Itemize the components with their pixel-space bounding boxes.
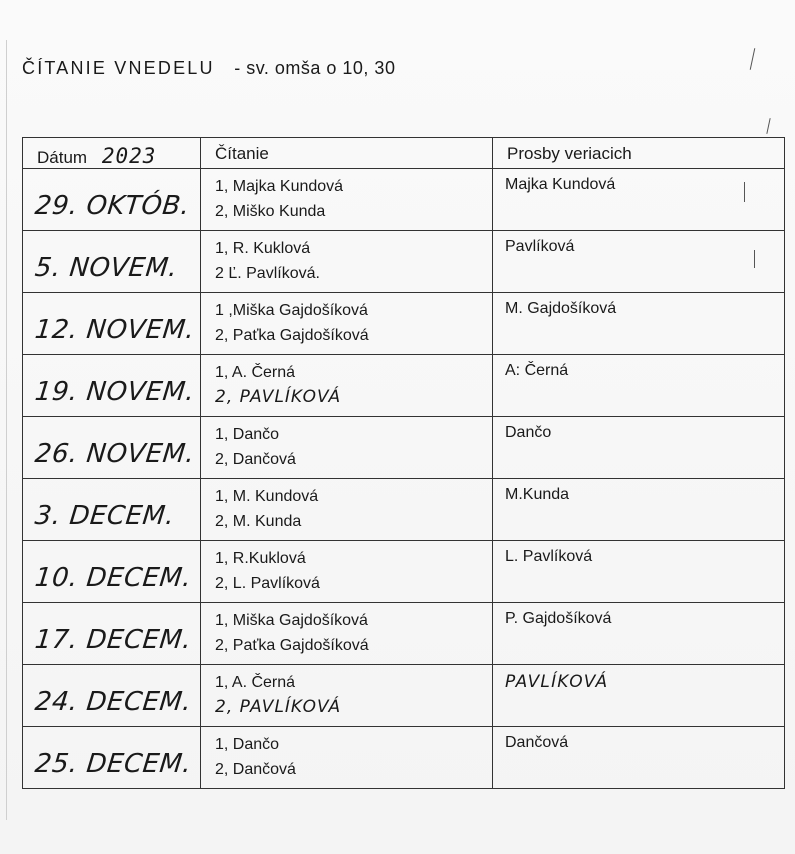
prosby-cell bbox=[493, 479, 785, 541]
reading-second: 2 Ľ. Pavlíková. bbox=[215, 265, 320, 282]
prosby-cell bbox=[493, 355, 785, 417]
prosby-name: Dančo bbox=[505, 424, 552, 441]
reading-first: 1, M. Kundová bbox=[215, 488, 319, 505]
prosby-name: M. Gajdošíková bbox=[505, 300, 617, 317]
reading-cell bbox=[201, 417, 493, 479]
prosby-name: A: Černá bbox=[505, 362, 569, 379]
prosby-name: Majka Kundová bbox=[505, 176, 616, 193]
reading-first: 1 ,Miška Gajdošíková bbox=[215, 302, 368, 319]
prosby-name: Dančová bbox=[505, 734, 569, 751]
date-handwritten: 12. NOVEM. bbox=[33, 315, 197, 345]
heading-title: ČÍTANIE VNEDELU bbox=[22, 58, 215, 78]
prosby-cell bbox=[493, 727, 785, 789]
reading-second: 2, M. Kunda bbox=[215, 513, 302, 530]
prosby-cell bbox=[493, 541, 785, 603]
reading-cell bbox=[201, 603, 493, 665]
reading-schedule-table bbox=[22, 137, 785, 789]
date-cell bbox=[23, 231, 201, 293]
reading-first: 1, Dančo bbox=[215, 426, 280, 443]
table-header-row bbox=[23, 138, 785, 169]
reading-cell bbox=[201, 293, 493, 355]
date-cell bbox=[23, 169, 201, 231]
table-row bbox=[23, 417, 785, 479]
prosby-name: L. Pavlíková bbox=[505, 548, 593, 565]
header-citanie-label: Čítanie bbox=[215, 144, 269, 163]
date-handwritten: 10. DECEM. bbox=[33, 563, 193, 593]
date-handwritten: 24. DECEM. bbox=[33, 687, 193, 717]
reading-first: 1, Majka Kundová bbox=[215, 178, 344, 195]
prosby-cell bbox=[493, 665, 785, 727]
prosby-name: Pavlíková bbox=[505, 238, 575, 255]
reading-cell bbox=[201, 479, 493, 541]
table-row bbox=[23, 727, 785, 789]
table-row bbox=[23, 231, 785, 293]
reading-first: 1, Miška Gajdošíková bbox=[215, 612, 368, 629]
reading-first: 1, A. Černá bbox=[215, 674, 296, 691]
heading-subtitle: - sv. omša o 10, 30 bbox=[234, 58, 396, 78]
prosby-name: M.Kunda bbox=[505, 486, 570, 503]
table-row bbox=[23, 169, 785, 231]
reading-cell bbox=[201, 541, 493, 603]
date-cell bbox=[23, 479, 201, 541]
date-cell bbox=[23, 603, 201, 665]
reading-second: 2, Paťka Gajdošíková bbox=[215, 327, 369, 344]
header-prosby-label: Prosby veriacich bbox=[507, 144, 632, 163]
header-prosby bbox=[493, 138, 785, 169]
date-cell bbox=[23, 293, 201, 355]
table-row bbox=[23, 603, 785, 665]
date-handwritten: 26. NOVEM. bbox=[33, 439, 197, 469]
date-cell bbox=[23, 727, 201, 789]
reading-cell bbox=[201, 169, 493, 231]
header-datum-label: Dátum bbox=[37, 148, 88, 167]
prosby-cell bbox=[493, 603, 785, 665]
date-cell bbox=[23, 541, 201, 603]
prosby-name: P. Gajdošíková bbox=[505, 610, 612, 627]
date-handwritten: 29. OKTÓB. bbox=[33, 191, 192, 221]
reading-second: 2, PAVLÍKOVÁ bbox=[215, 387, 342, 407]
table-body bbox=[23, 169, 785, 789]
date-handwritten: 25. DECEM. bbox=[33, 749, 193, 779]
reading-second: 2, L. Pavlíková bbox=[215, 575, 320, 592]
table-row bbox=[23, 665, 785, 727]
reading-second: 2, Miško Kunda bbox=[215, 203, 326, 220]
table-row bbox=[23, 541, 785, 603]
reading-cell bbox=[201, 355, 493, 417]
date-handwritten: 19. NOVEM. bbox=[33, 377, 197, 407]
reading-first: 1, R. Kuklová bbox=[215, 240, 311, 257]
reading-second: 2, Paťka Gajdošíková bbox=[215, 637, 369, 654]
table-row bbox=[23, 355, 785, 417]
header-citanie bbox=[201, 138, 493, 169]
reading-first: 1, A. Černá bbox=[215, 364, 296, 381]
margin-line bbox=[6, 40, 7, 820]
header-year: 2023 bbox=[101, 144, 157, 168]
reading-second: 2, Dančová bbox=[215, 761, 296, 778]
prosby-cell bbox=[493, 231, 785, 293]
pen-mark bbox=[750, 48, 756, 70]
reading-first: 1, Dančo bbox=[215, 736, 280, 753]
date-cell bbox=[23, 355, 201, 417]
date-cell bbox=[23, 417, 201, 479]
reading-cell bbox=[201, 665, 493, 727]
reading-cell bbox=[201, 727, 493, 789]
table-row bbox=[23, 293, 785, 355]
page-heading bbox=[22, 58, 395, 79]
prosby-name: PAVLÍKOVÁ bbox=[505, 672, 609, 692]
pen-mark bbox=[766, 118, 770, 134]
prosby-cell bbox=[493, 169, 785, 231]
header-datum bbox=[23, 138, 201, 169]
date-handwritten: 5. NOVEM. bbox=[33, 253, 179, 283]
reading-second: 2, PAVLÍKOVÁ bbox=[215, 697, 342, 717]
prosby-cell bbox=[493, 293, 785, 355]
prosby-cell bbox=[493, 417, 785, 479]
table-row bbox=[23, 479, 785, 541]
date-handwritten: 17. DECEM. bbox=[33, 625, 193, 655]
reading-second: 2, Dančová bbox=[215, 451, 296, 468]
reading-cell bbox=[201, 231, 493, 293]
date-handwritten: 3. DECEM. bbox=[33, 501, 176, 531]
reading-first: 1, R.Kuklová bbox=[215, 550, 306, 567]
date-cell bbox=[23, 665, 201, 727]
